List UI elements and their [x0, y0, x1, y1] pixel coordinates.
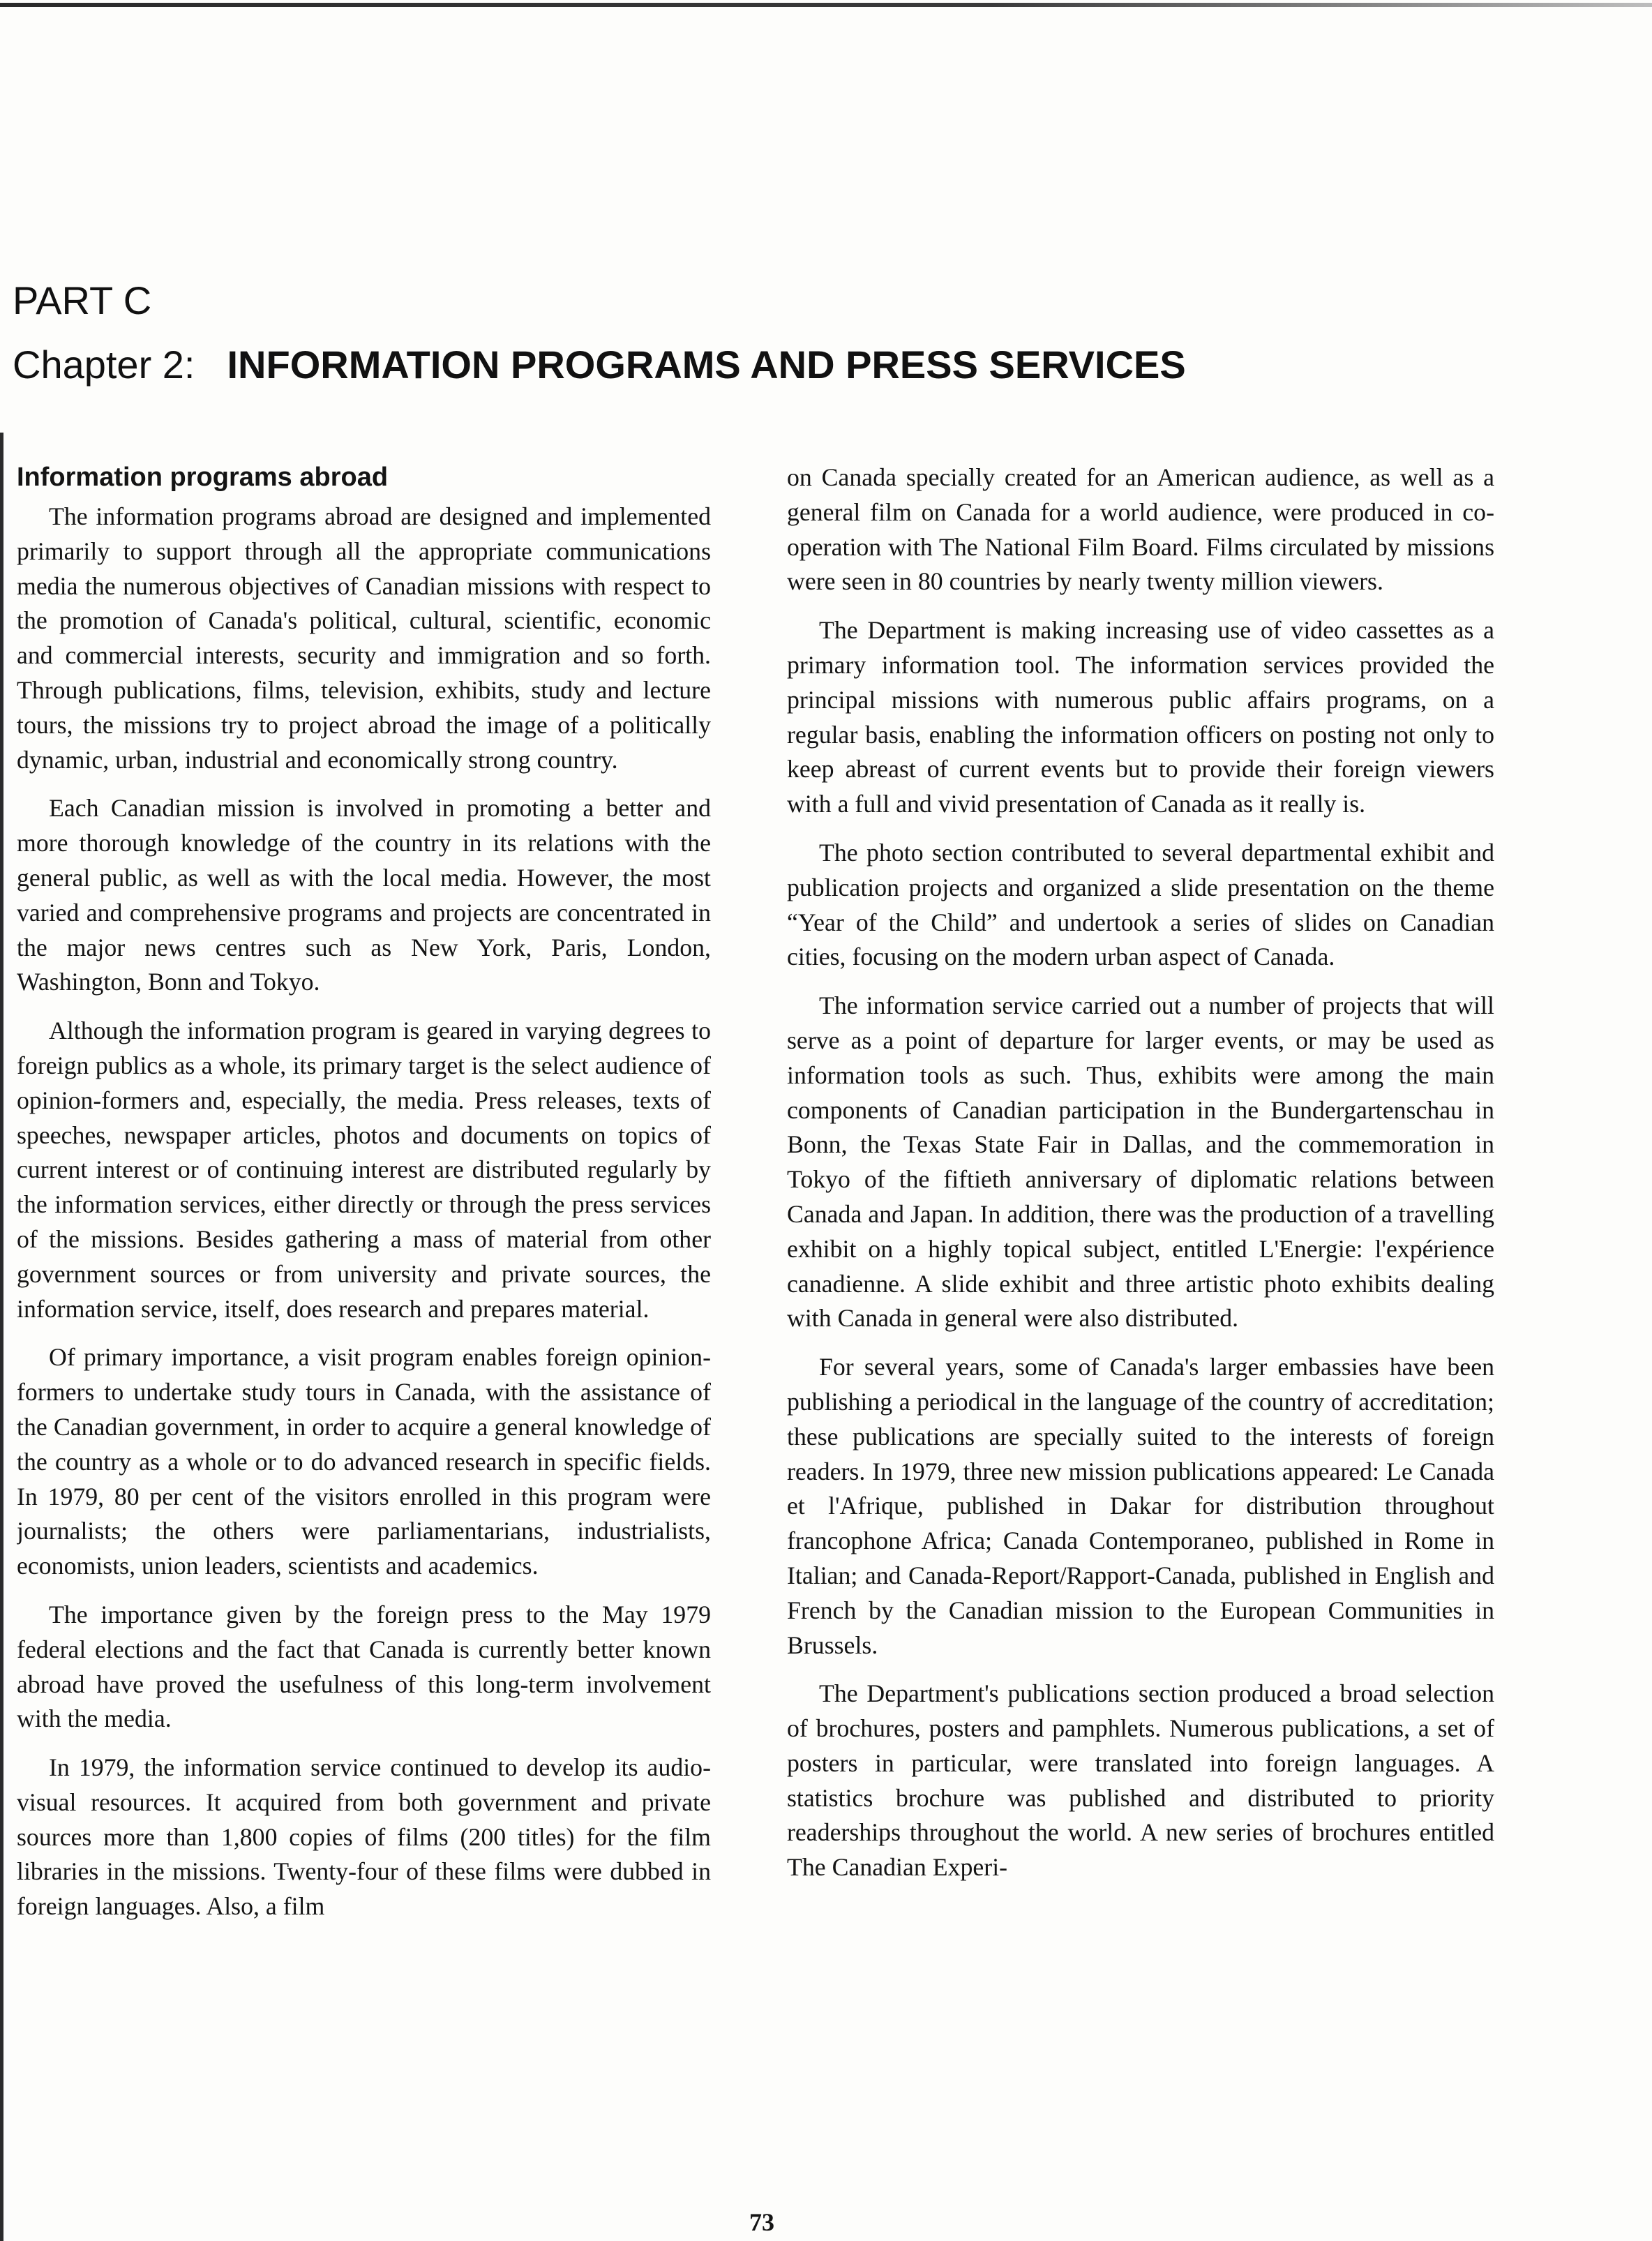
chapter-label: Chapter 2: [13, 343, 195, 387]
paragraph: The photo section contributed to several departmental exhibit and publication projects and organized a slide presentation on the theme “Year of the Child” and undertook a series of slides on Canadian cities, focusing on the modern urban aspect of Canada. [787, 838, 1494, 971]
paragraph: For several years, some of Canada's larger embassies have been publishing a periodical in the language of the country of accreditation; these publications are specially suited to the interests of foreign readers. In 1979, three new mission publications appeared: Le Canada et l'Afrique, published in Dakar for distribution throughout francophone Africa; Canada Contemporaneo, published in Rome in Italian; and Canada-Report/Rapport-Canada, published in English and French by the Canadian mission to the European Communities in Brussels. [787, 1353, 1494, 1659]
scan-top-edge [0, 3, 1652, 7]
paragraph: In 1979, the information service continued to develop its audio-visual resources. It acquired from both government and private sources more than 1,800 copies of films (200 titles) for the film libraries in the missions. Twenty-four of these films were dubbed in foreign languages. Also, a film [17, 1753, 711, 1921]
part-heading: PART C [13, 278, 152, 322]
paragraph: on Canada specially created for an American audience, as well as a general film on Canada for a world audience, were produced in co-operation with The National Film Board. Films circulated by missions were seen in 80 countries by nearly twenty million viewers. [787, 463, 1494, 596]
chapter-heading [13, 342, 1186, 387]
paragraph: Each Canadian mission is involved in promoting a better and more thorough knowledge of the country in its relations with the general public, as well as with the local media. However, the most varied and comprehensive programs and projects are concentrated in the major news centres such as New York, Paris, London, Washington, Bonn and Tokyo. [17, 794, 711, 996]
paragraph: The Department is making increasing use of video cassettes as a primary information tool. The information services provided the principal missions with numerous public affairs programs, on a regular basis, enabling the information officers on posting not only to keep abreast of current events but to provide their foreign viewers with a full and vivid presentation of Canada as it really is. [787, 616, 1494, 818]
left-column [17, 460, 711, 2135]
paragraph: The importance given by the foreign press to the May 1979 federal elections and the fact that Canada is currently better known abroad have proved the usefulness of this long-term involvement with the media. [17, 1600, 711, 1733]
right-column [787, 460, 1494, 2135]
paragraph: Although the information program is geared in varying degrees to foreign publics as a whole, its primary target is the select audience of opinion-formers and, especially, the media. Press releases, texts of speeches, newspaper articles, photos and documents on topics of current interest or of continuing interest are distributed regularly by the information services, either directly or through the press services of the missions. Besides gathering a mass of material from other government sources or from university and private sources, the information service, itself, does research and prepares material. [17, 1017, 711, 1323]
page-number: 73 [749, 2208, 774, 2236]
paragraph: The information service carried out a number of projects that will serve as a point of departure for larger events, or may be used as information tools as such. Thus, exhibits were among the main components of Canadian participation in the Bundergartenschau in Bonn, the Texas State Fair in Dallas, and the commemoration in Tokyo of the fiftieth anniversary of diplomatic relations between Canada and Japan. In addition, there was the production of a travelling exhibit on a highly topical subject, entitled L'Energie: l'expérience canadienne. A slide exhibit and three artistic photo exhibits dealing with Canada in general were also distributed. [787, 991, 1494, 1333]
chapter-title: INFORMATION PROGRAMS AND PRESS SERVICES [227, 343, 1186, 387]
paragraph: The information programs abroad are designed and implemented primarily to support through all the appropriate communications media the numerous objectives of Canadian missions with respect to the promotion of Canada's political, cultural, scientific, economic and commercial interests, security and immigration and so forth. Through publications, films, television, exhibits, study and lecture tours, the missions try to project abroad the image of a politically dynamic, urban, industrial and economically strong country. [17, 502, 711, 774]
paragraph: Of primary importance, a visit program enables foreign opinion-formers to undertake study tours in Canada, with the assistance of the Canadian government, in order to acquire a general knowledge of the country as a whole or to do advanced research in specific fields. In 1979, 80 per cent of the visitors enrolled in this program were journalists; the others were parliamentarians, industrialists, economists, union leaders, scientists and academics. [17, 1343, 711, 1580]
section-subheading: Information programs abroad [17, 463, 389, 492]
scan-left-edge [0, 433, 3, 2241]
paragraph: The Department's publications section produced a broad selection of brochures, posters and pamphlets. Numerous publications, a set of posters in particular, were translated into foreign languages. A statistics brochure was published and distributed to priority readerships throughout the world. A new series of brochures entitled The Canadian Experi- [787, 1679, 1494, 1882]
